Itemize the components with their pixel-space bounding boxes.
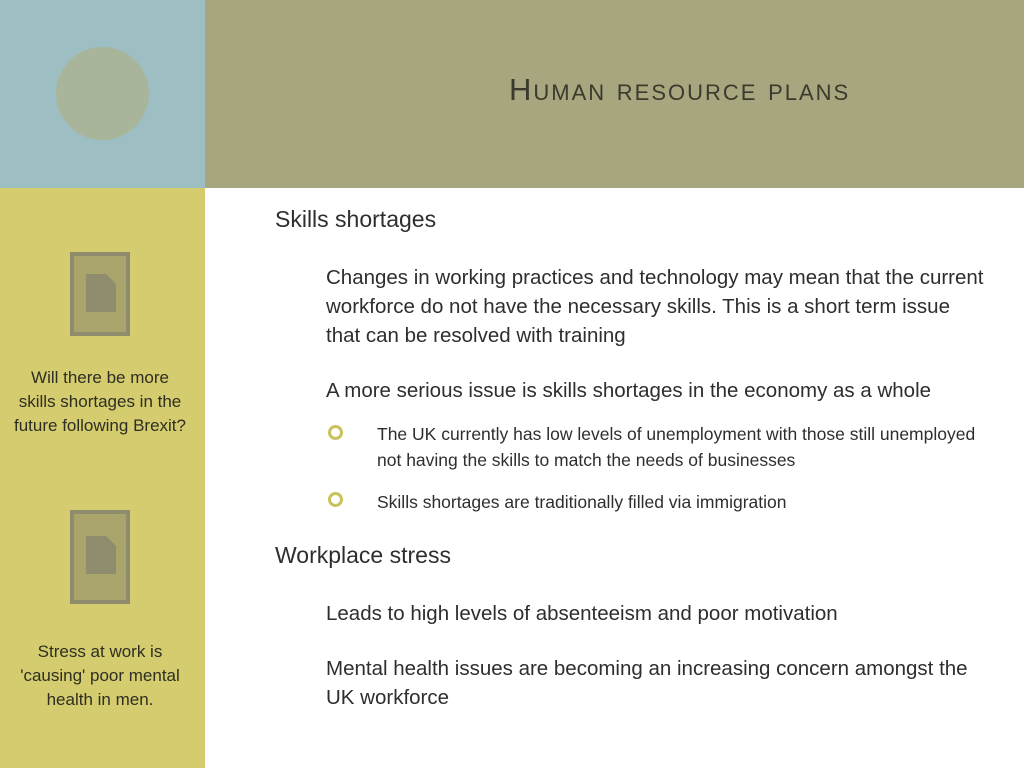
point-absenteeism: Leads to high levels of absenteeism and poor motivation bbox=[326, 602, 838, 625]
sidebar-caption-brexit: Will there be more skills shortages in the future following Brexit? bbox=[14, 368, 186, 435]
document-icon bbox=[86, 274, 116, 312]
ring-bullet-icon bbox=[328, 425, 343, 440]
image-placeholder-icon bbox=[70, 510, 130, 604]
heading-workplace-stress: Workplace stress bbox=[275, 542, 451, 568]
decorative-circle bbox=[56, 47, 149, 140]
point-economy-shortages: A more serious issue is skills shortages in the economy as a whole bbox=[326, 379, 932, 402]
sidebar bbox=[0, 188, 205, 768]
ring-bullet-icon bbox=[328, 492, 343, 507]
heading-skills-shortages: Skills shortages bbox=[275, 206, 437, 232]
point-mental-health: Mental health issues are becoming an increasing concern amongst the UK workforce bbox=[326, 657, 968, 709]
image-placeholder-icon bbox=[70, 252, 130, 336]
document-icon bbox=[86, 536, 116, 574]
point-working-practices: Changes in working practices and technology may mean that the current workforce do not have the necessary skills. This is a short term issue that can be resolved with training bbox=[326, 266, 984, 347]
top-left-block bbox=[0, 0, 205, 188]
sub-point-immigration: Skills shortages are traditionally filled via immigration bbox=[377, 492, 787, 512]
sub-point-unemployment: The UK currently has low levels of unemployment with those still unemployed not having the skills to match the needs of businesses bbox=[377, 424, 976, 470]
sidebar-caption-stress: Stress at work is 'causing' poor mental health in men. bbox=[20, 642, 180, 709]
slide-title: Human resource plans bbox=[509, 72, 851, 107]
